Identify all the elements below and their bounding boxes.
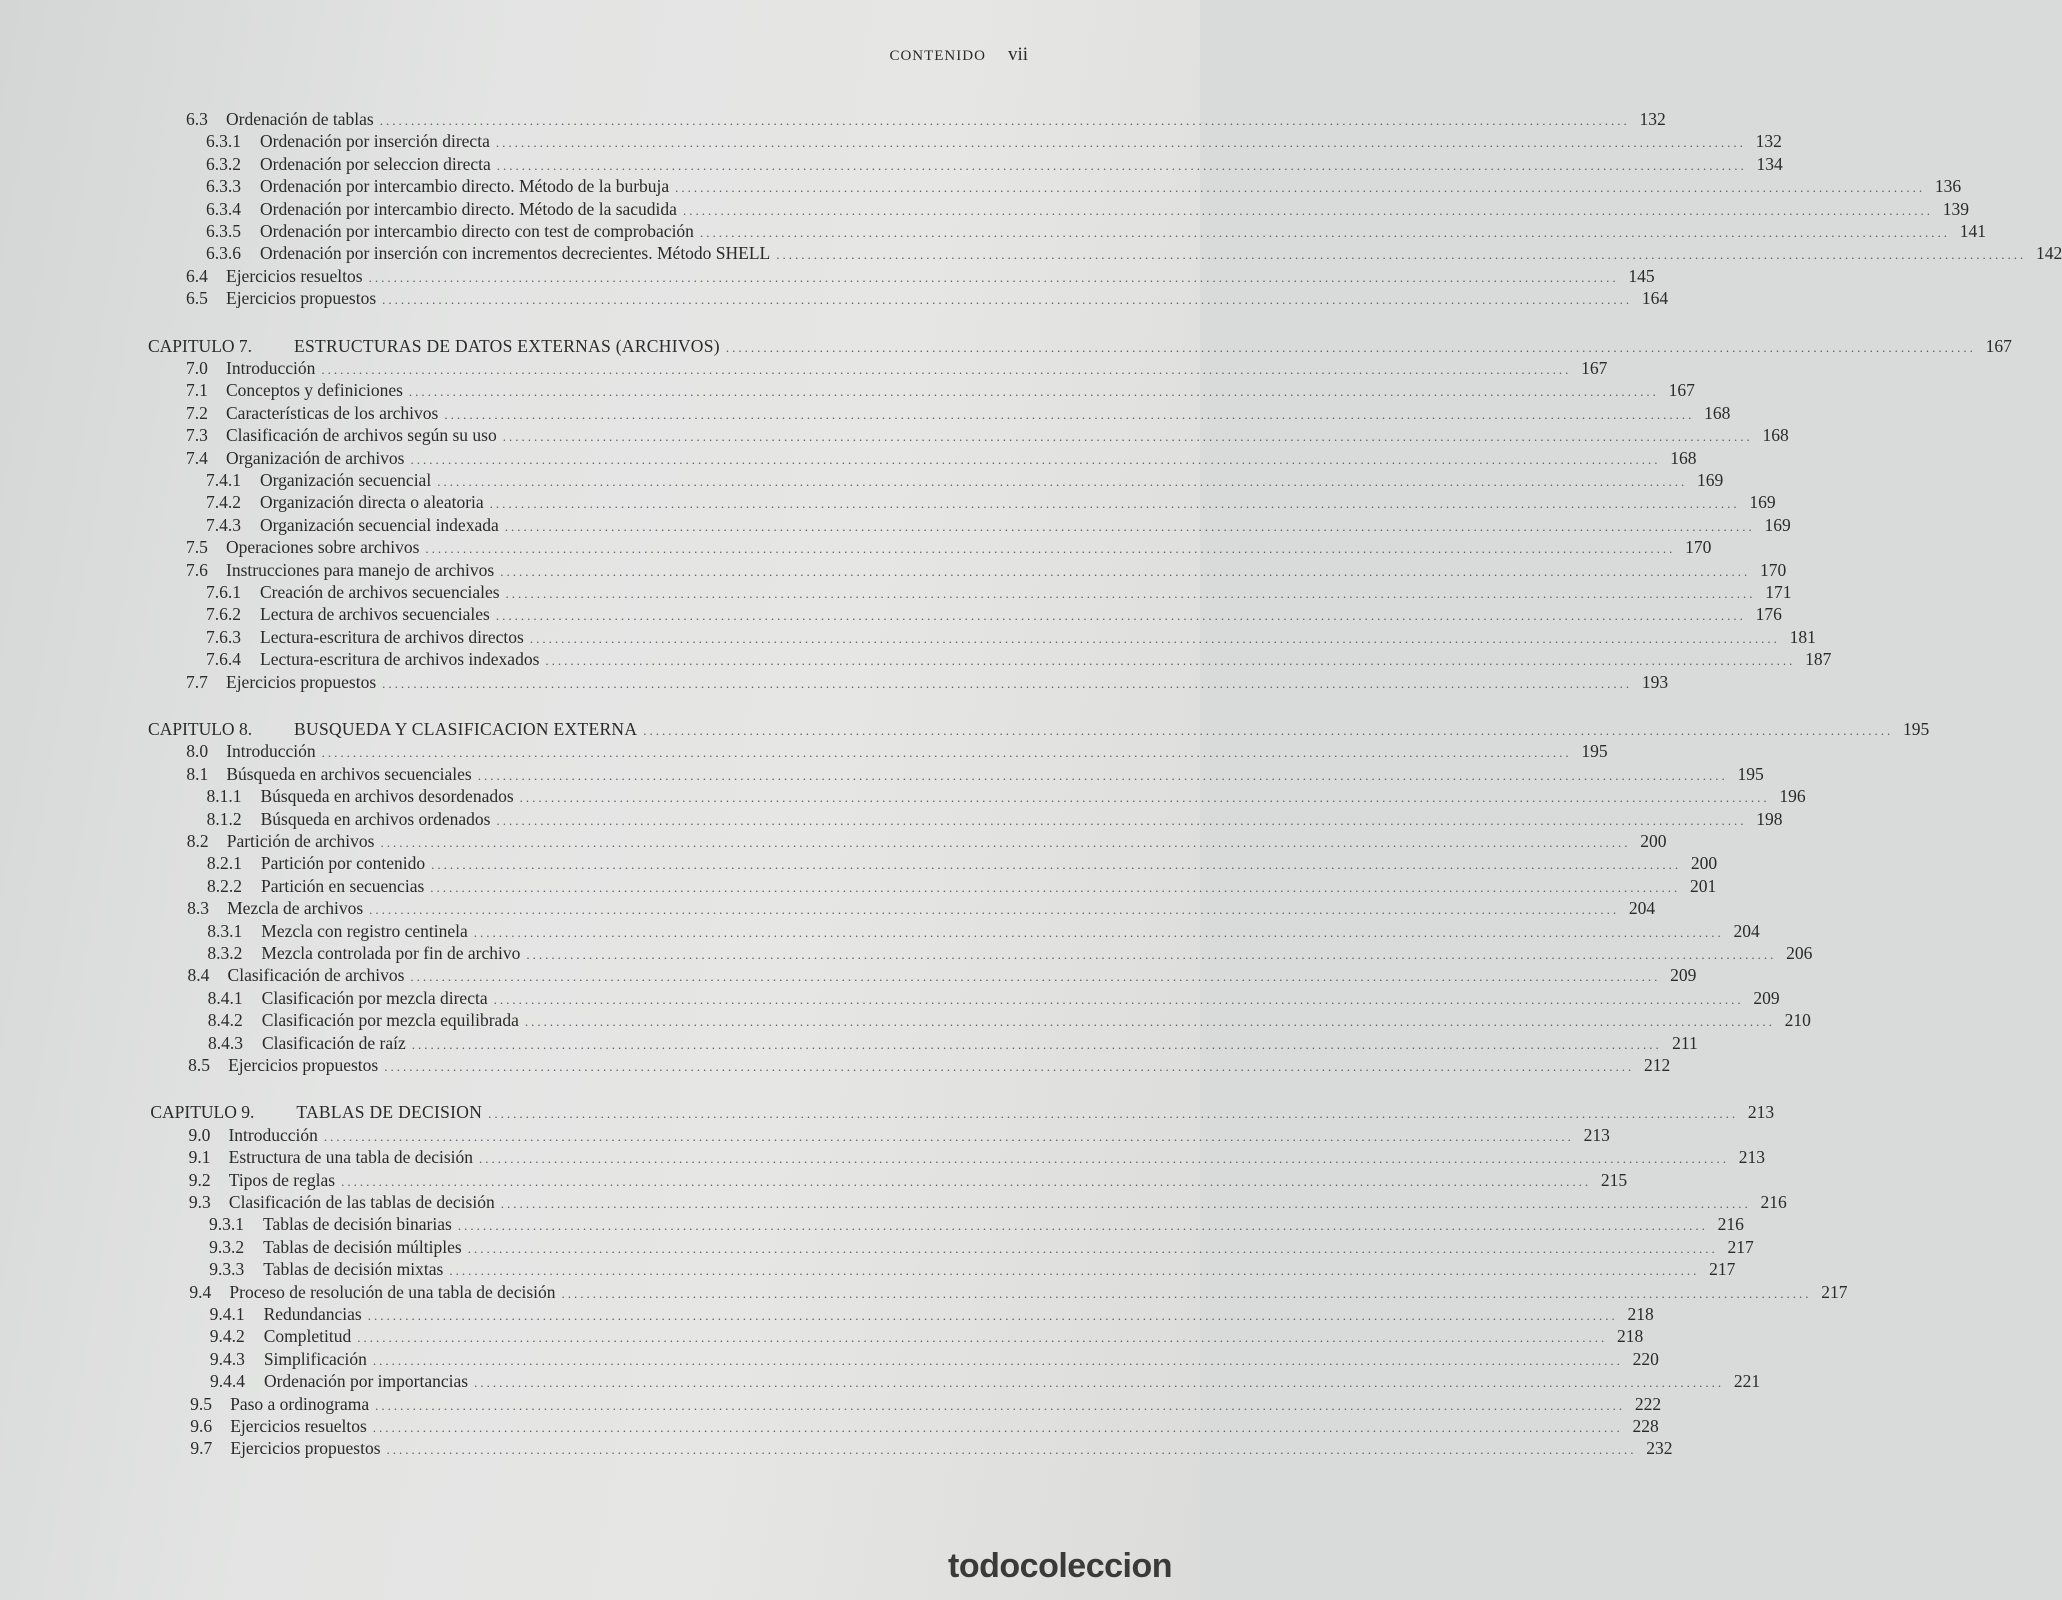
toc-page-number: 170 xyxy=(1759,559,1787,580)
toc-entry-label: Paso a ordinograma xyxy=(230,1393,370,1414)
dot-leader: ........................................................................................................................................................................................................ xyxy=(776,247,2027,263)
dot-leader: ........................................................................................................................................................................................................ xyxy=(384,1059,1635,1074)
toc-entry xyxy=(206,648,1832,672)
toc-entry xyxy=(206,175,1962,199)
toc-page-number: 132 xyxy=(1755,131,1782,152)
toc-entry-number: 8.1.1 xyxy=(206,786,242,807)
toc-page-number: 142 xyxy=(2036,243,2062,264)
toc-entry-label: Ejercicios propuestos xyxy=(226,671,377,692)
dot-leader: ........................................................................................................................................................................................................ xyxy=(473,924,1724,940)
toc-entry-number: 9.0 xyxy=(188,1124,211,1145)
toc-entry xyxy=(206,808,1783,832)
dot-leader: ........................................................................................................................................................................................................ xyxy=(496,157,1747,173)
toc-entry-number: 8.4.2 xyxy=(207,1010,243,1031)
dot-leader: ........................................................................................................................................................................................................ xyxy=(323,1128,1574,1144)
toc-chapter-heading xyxy=(150,1101,1775,1125)
toc-entry-label: Creación de archivos secuenciales xyxy=(260,582,500,602)
toc-page-number: 213 xyxy=(1583,1124,1610,1145)
toc-entry-number: 8.3.2 xyxy=(207,943,243,963)
toc-entry-label: Instrucciones para manejo de archivos xyxy=(226,559,495,580)
toc-entry-number: 7.7 xyxy=(186,671,208,692)
dot-leader: ........................................................................................................................................................................................................ xyxy=(321,745,1572,761)
toc-entry-label: Tablas de decisión múltiples xyxy=(263,1236,462,1257)
toc-entry xyxy=(209,1370,1761,1394)
toc-entry xyxy=(206,153,1783,177)
dot-leader: ........................................................................................................................................................................................................ xyxy=(380,835,1631,850)
toc-entry-number: 9.4.1 xyxy=(209,1304,245,1324)
dot-leader: ........................................................................................................................................................................................................ xyxy=(437,474,1688,489)
toc-entry-number: 7.6.1 xyxy=(206,582,241,602)
dot-leader: ........................................................................................................................................................................................................ xyxy=(479,1151,1730,1167)
toc-entry-number: 6.3.3 xyxy=(206,176,241,197)
toc-entry xyxy=(186,559,1787,583)
toc-page-number: 198 xyxy=(1756,808,1783,829)
toc-entry-label: Conceptos y definiciones xyxy=(226,380,403,401)
toc-entry-number: 8.1 xyxy=(186,763,209,784)
toc-entry-number: CAPITULO 7. xyxy=(148,335,253,356)
dot-leader: ........................................................................................................................................................................................................ xyxy=(675,180,1926,196)
dot-leader: ........................................................................................................................................................................................................ xyxy=(408,384,1659,400)
toc-entry xyxy=(190,1415,1659,1439)
toc-entry-label: Lectura de archivos secuenciales xyxy=(260,604,490,625)
toc-entry xyxy=(207,987,1780,1011)
toc-entry-label: Mezcla controlada por fin de archivo xyxy=(261,943,521,963)
toc-entry xyxy=(186,379,1695,403)
toc-entry-number: 9.4.4 xyxy=(209,1371,245,1392)
toc-entry xyxy=(186,740,1608,764)
toc-entry-label: TABLAS DE DECISION xyxy=(296,1102,483,1123)
toc-entry-label: Clasificación de archivos xyxy=(227,965,405,986)
toc-page-number: 200 xyxy=(1640,831,1667,851)
toc-entry-number: 6.4 xyxy=(186,265,208,286)
toc-chapter-heading xyxy=(148,718,1930,742)
toc-entry-label: Búsqueda en archivos desordenados xyxy=(260,786,514,807)
toc-entry-label: Ordenación por inserción con incrementos decrecientes. Método SHELL xyxy=(260,243,771,264)
toc-page-number: 167 xyxy=(1668,380,1695,401)
toc-entry-number: 7.4 xyxy=(186,447,208,468)
toc-entry-label: Ordenación por inserción directa xyxy=(260,131,490,152)
toc-entry xyxy=(186,287,1669,311)
toc-entry xyxy=(186,402,1731,426)
toc-entry-number: 8.4 xyxy=(187,965,210,986)
toc-entry-label: Redundancias xyxy=(263,1304,362,1324)
toc-entry xyxy=(188,1146,1766,1170)
dot-leader: ........................................................................................................................................................................................................ xyxy=(410,969,1661,985)
dot-leader: ........................................................................................................................................................................................................ xyxy=(545,653,1796,669)
toc-page-number: 196 xyxy=(1779,786,1806,807)
dot-leader: ........................................................................................................................................................................................................ xyxy=(682,202,1933,218)
toc-entry-label: Clasificación de archivos según su uso xyxy=(226,425,497,446)
toc-entry xyxy=(209,1258,1736,1282)
toc-entry xyxy=(206,626,1816,650)
toc-page-number: 187 xyxy=(1805,649,1832,670)
toc-entry-number: 8.5 xyxy=(188,1055,210,1075)
running-head-title: CONTENIDO xyxy=(889,48,986,64)
dot-leader: ........................................................................................................................................................................................................ xyxy=(430,879,1681,895)
dot-leader: ........................................................................................................................................................................................................ xyxy=(372,1352,1623,1368)
toc-entry-number: 9.4.2 xyxy=(209,1326,245,1347)
toc-entry-label: Ordenación por seleccion directa xyxy=(260,153,491,174)
toc-entry xyxy=(187,964,1697,988)
dot-leader: ........................................................................................................................................................................................................ xyxy=(425,541,1676,557)
dot-leader: ........................................................................................................................................................................................................ xyxy=(505,586,1756,601)
toc-entry-number: 8.2.2 xyxy=(207,875,242,896)
toc-entry-label: Lectura-escritura de archivos directos xyxy=(260,626,524,647)
toc-chapter-heading xyxy=(148,335,2012,359)
dot-leader: ........................................................................................................................................................................................................ xyxy=(504,518,1755,534)
toc-entry-number: 7.1 xyxy=(186,380,208,401)
dot-leader: ........................................................................................................................................................................................................ xyxy=(379,113,1630,128)
toc-entry-label: Partición de archivos xyxy=(226,831,375,851)
toc-entry-label: Clasificación por mezcla equilibrada xyxy=(261,1010,519,1031)
toc-entry-number: 8.0 xyxy=(186,741,209,762)
dot-leader: ........................................................................................................................................................................................................ xyxy=(410,451,1661,467)
toc-entry-number: 8.1.2 xyxy=(206,808,242,829)
toc-entry-label: Mezcla de archivos xyxy=(227,898,364,919)
toc-entry-label: Ordenación por intercambio directo. Método de la burbuja xyxy=(260,176,670,197)
toc-page-number: 210 xyxy=(1784,1010,1811,1031)
toc-entry-label: Mezcla con registro centinela xyxy=(261,920,468,941)
toc-entry-label: Clasificación por mezcla directa xyxy=(261,987,488,1008)
toc-page-number: 209 xyxy=(1670,965,1697,986)
watermark-logo: todocoleccion xyxy=(948,1547,1172,1585)
dot-leader: ........................................................................................................................................................................................................ xyxy=(357,1330,1608,1346)
dot-leader: ........................................................................................................................................................................................................ xyxy=(372,1420,1623,1435)
toc-entry-label: BUSQUEDA Y CLASIFICACION EXTERNA xyxy=(294,719,638,739)
toc-page-number: 164 xyxy=(1641,288,1669,309)
running-head xyxy=(889,44,1028,66)
toc-page-number: 221 xyxy=(1733,1371,1761,1392)
toc-entry xyxy=(206,198,1969,222)
toc-entry-number: 6.3.2 xyxy=(206,153,241,174)
dot-leader: ........................................................................................................................................................................................................ xyxy=(474,1375,1725,1391)
toc-page-number: 211 xyxy=(1672,1032,1698,1053)
toc-page-number: 218 xyxy=(1627,1304,1654,1324)
toc-entry-number: 7.0 xyxy=(186,358,208,378)
dot-leader: ........................................................................................................................................................................................................ xyxy=(489,496,1740,512)
toc-entry-number: 9.6 xyxy=(190,1416,213,1436)
toc-entry xyxy=(186,108,1666,132)
toc-entry-label: Estructura de una tabla de decisión xyxy=(228,1147,474,1168)
toc-entry-number: 9.3.2 xyxy=(209,1236,245,1257)
dot-leader: ........................................................................................................................................................................................................ xyxy=(382,675,1633,691)
dot-leader: ........................................................................................................................................................................................................ xyxy=(375,1397,1626,1413)
toc-page-number: 168 xyxy=(1670,447,1697,468)
toc-entry-number: 8.4.1 xyxy=(207,987,243,1008)
toc-entry-label: Clasificación de raíz xyxy=(261,1032,406,1053)
toc-entry-label: Introducción xyxy=(228,1124,318,1145)
toc-entry-number: 9.4.3 xyxy=(209,1348,245,1369)
dot-leader: ........................................................................................................................................................................................................ xyxy=(502,429,1753,445)
toc-entry-number: 6.3.1 xyxy=(206,131,241,152)
toc-entry-number: 8.3.1 xyxy=(207,920,243,941)
dot-leader: ........................................................................................................................................................................................................ xyxy=(495,135,1746,151)
toc-entry-label: Organización secuencial indexada xyxy=(260,514,499,535)
toc-page-number: 134 xyxy=(1756,153,1783,174)
dot-leader: ........................................................................................................................................................................................................ xyxy=(368,269,1619,285)
toc-entry-label: Lectura-escritura de archivos indexados xyxy=(260,649,540,670)
toc-page-number: 220 xyxy=(1632,1348,1659,1369)
toc-entry-number: 6.3.5 xyxy=(206,221,241,241)
toc-entry-number: 9.3.1 xyxy=(209,1214,245,1235)
toc-entry-number: 6.3.6 xyxy=(206,243,241,264)
dot-leader: ........................................................................................................................................................................................................ xyxy=(495,608,1746,624)
toc-page-number: 193 xyxy=(1641,671,1669,692)
toc-entry-label: Organización directa o aleatoria xyxy=(260,492,484,513)
toc-entry-number: CAPITULO 9. xyxy=(150,1102,255,1123)
toc-entry-number: 8.2.1 xyxy=(206,853,242,874)
dot-leader: ........................................................................................................................................................................................................ xyxy=(561,1285,1812,1301)
toc-entry-number: 7.4.3 xyxy=(206,514,241,535)
dot-leader: ........................................................................................................................................................................................................ xyxy=(431,857,1682,873)
toc-page-number: 139 xyxy=(1942,198,1969,219)
toc-page-number: 168 xyxy=(1762,425,1789,446)
toc-entry xyxy=(206,603,1782,627)
toc-page-number: 167 xyxy=(1985,335,2012,356)
dot-leader: ........................................................................................................................................................................................................ xyxy=(699,225,1950,240)
toc-entry-number: 8.3 xyxy=(187,898,209,919)
toc-page-number: 169 xyxy=(1764,514,1791,535)
toc-entry-number: 9.1 xyxy=(188,1147,211,1168)
dot-leader: ........................................................................................................................................................................................................ xyxy=(524,1014,1775,1030)
dot-leader: ........................................................................................................................................................................................................ xyxy=(477,767,1728,783)
toc-entry xyxy=(190,1437,1673,1461)
dot-leader: ........................................................................................................................................................................................................ xyxy=(529,630,1780,646)
toc-entry-number: 7.4.1 xyxy=(206,470,241,490)
toc-entry xyxy=(206,581,1792,605)
toc-entry-number: 9.2 xyxy=(188,1169,211,1190)
toc-entry-label: Operaciones sobre archivos xyxy=(226,537,420,558)
toc-entry xyxy=(186,357,1608,381)
toc-entry xyxy=(209,1325,1644,1349)
toc-entry-label: Ejercicios propuestos xyxy=(226,288,377,309)
toc-entry-label: Ordenación por intercambio directo con test de comprobación xyxy=(260,221,694,241)
toc-page-number: 217 xyxy=(1821,1281,1848,1302)
toc-page-number: 195 xyxy=(1737,763,1764,784)
toc-entry xyxy=(209,1348,1659,1372)
dot-leader: ........................................................................................................................................................................................................ xyxy=(725,339,1976,355)
toc-entry-number: 7.3 xyxy=(186,425,208,446)
toc-entry xyxy=(207,1032,1698,1056)
toc-entry xyxy=(186,265,1655,289)
toc-page-number: 171 xyxy=(1765,582,1792,602)
toc-page-number: 232 xyxy=(1646,1438,1673,1459)
toc-page-number: 222 xyxy=(1634,1393,1662,1414)
toc-page-number: 181 xyxy=(1789,626,1816,647)
toc-entry-label: Simplificación xyxy=(263,1348,367,1369)
dot-leader: ........................................................................................................................................................................................................ xyxy=(449,1263,1700,1279)
toc-entry-label: Partición en secuencias xyxy=(261,875,425,896)
toc-entry-number: 8.2 xyxy=(186,831,209,851)
toc-entry-label: Ordenación por intercambio directo. Método de la sacudida xyxy=(260,198,677,219)
toc-entry-number: 8.4.3 xyxy=(207,1032,243,1053)
toc-entry-number: 7.4.2 xyxy=(206,492,241,513)
toc-page-number: 217 xyxy=(1709,1259,1736,1280)
dot-leader: ........................................................................................................................................................................................................ xyxy=(321,362,1572,377)
toc-entry-label: Tipos de reglas xyxy=(228,1169,336,1190)
toc-entry-label: Tablas de decisión mixtas xyxy=(263,1259,444,1280)
toc-entry-number: CAPITULO 8. xyxy=(148,719,253,739)
dot-leader: ........................................................................................................................................................................................................ xyxy=(467,1240,1718,1256)
toc-entry-label: Ejercicios resueltos xyxy=(226,265,363,286)
toc-entry xyxy=(188,1191,1787,1215)
dot-leader: ........................................................................................................................................................................................................ xyxy=(493,991,1744,1007)
toc-entry-number: 9.4 xyxy=(189,1281,212,1302)
toc-entry-label: Organización secuencial xyxy=(260,470,432,490)
toc-page-number: 195 xyxy=(1903,719,1930,739)
dot-leader: ........................................................................................................................................................................................................ xyxy=(496,812,1747,828)
toc-entry-number: 9.5 xyxy=(190,1393,212,1414)
toc-entry xyxy=(206,242,2062,266)
dot-leader: ........................................................................................................................................................................................................ xyxy=(643,723,1894,738)
toc-entry xyxy=(186,536,1712,560)
toc-entry xyxy=(188,1169,1628,1193)
toc-entry xyxy=(206,491,1776,515)
dot-leader: ........................................................................................................................................................................................................ xyxy=(369,902,1620,918)
toc-entry xyxy=(188,1124,1610,1148)
toc-entry-number: 6.3 xyxy=(186,109,208,129)
toc-page-number: 201 xyxy=(1690,875,1717,896)
toc-page-number: 195 xyxy=(1581,741,1608,762)
toc-entry xyxy=(206,130,1782,154)
toc-page-number: 176 xyxy=(1755,604,1782,625)
toc-entry xyxy=(207,920,1760,944)
toc-entry xyxy=(209,1236,1754,1260)
toc-entry-label: Tablas de decisión binarias xyxy=(263,1214,452,1235)
toc-page-number: 212 xyxy=(1643,1055,1671,1075)
toc-page-number: 213 xyxy=(1738,1147,1766,1168)
toc-entry-label: Búsqueda en archivos ordenados xyxy=(260,808,491,829)
dot-leader: ........................................................................................................................................................................................................ xyxy=(367,1308,1618,1323)
toc-entry-label: Partición por contenido xyxy=(260,853,426,874)
toc-entry xyxy=(187,897,1656,921)
toc-entry-label: Ejercicios propuestos xyxy=(228,1055,379,1075)
toc-entry-number: 7.6.3 xyxy=(206,626,241,647)
toc-entry xyxy=(186,424,1789,448)
toc-entry xyxy=(206,514,1791,538)
toc-page-number: 141 xyxy=(1959,221,1986,241)
toc-entry xyxy=(206,852,1718,876)
dot-leader: ........................................................................................................................................................................................................ xyxy=(500,1196,1751,1211)
toc-page-number: 132 xyxy=(1639,109,1666,129)
toc-entry-label: Búsqueda en archivos secuenciales xyxy=(226,763,472,784)
toc-entry-label: Ejercicios resueltos xyxy=(230,1416,367,1436)
toc-entry xyxy=(207,1009,1811,1033)
toc-entry-number: 7.6 xyxy=(186,559,208,580)
toc-entry-number: 9.3.3 xyxy=(209,1259,245,1280)
toc-entry-label: Completitud xyxy=(263,1326,352,1347)
toc-page-number: 170 xyxy=(1685,537,1712,558)
toc-page-number: 145 xyxy=(1628,265,1655,286)
toc-entry xyxy=(206,469,1724,493)
toc-page-number: 217 xyxy=(1727,1236,1754,1257)
toc-entry-label: Ejercicios propuestos xyxy=(230,1438,381,1459)
toc-page-number: 216 xyxy=(1717,1214,1744,1235)
toc-page-number: 216 xyxy=(1760,1192,1787,1212)
toc-page-number: 204 xyxy=(1733,920,1760,941)
toc-entry-number: 7.6.4 xyxy=(206,649,241,670)
toc-entry-label: Introducción xyxy=(226,358,316,378)
toc-page-number: 200 xyxy=(1690,853,1718,874)
dot-leader: ........................................................................................................................................................................................................ xyxy=(457,1218,1708,1234)
toc-entry-number: 9.3 xyxy=(188,1192,211,1212)
toc-entry-label: Ordenación por importancias xyxy=(263,1371,469,1392)
dot-leader: ........................................................................................................................................................................................................ xyxy=(488,1106,1739,1122)
toc-entry-label: Introducción xyxy=(226,741,316,762)
toc-entry-number: 6.5 xyxy=(186,288,208,309)
toc-entry-label: Ordenación de tablas xyxy=(226,109,374,129)
toc-page-number: 169 xyxy=(1749,492,1776,513)
dot-leader: ........................................................................................................................................................................................................ xyxy=(341,1173,1592,1189)
toc-entry-label: ESTRUCTURAS DE DATOS EXTERNAS (ARCHIVOS) xyxy=(294,335,720,356)
toc-entry-label: Organización de archivos xyxy=(226,447,405,468)
dot-leader: ........................................................................................................................................................................................................ xyxy=(500,563,1751,579)
dot-leader: ........................................................................................................................................................................................................ xyxy=(386,1442,1637,1458)
dot-leader: ........................................................................................................................................................................................................ xyxy=(382,292,1633,308)
toc-entry-number: 6.3.4 xyxy=(206,198,241,219)
dot-leader: ........................................................................................................................................................................................................ xyxy=(411,1036,1662,1052)
toc-entry xyxy=(207,875,1717,899)
toc-entry xyxy=(209,1303,1654,1327)
toc-entry xyxy=(190,1393,1662,1417)
toc-page-number: 168 xyxy=(1704,402,1731,423)
toc-page-number: 167 xyxy=(1581,358,1608,378)
toc-entry xyxy=(189,1281,1848,1305)
toc-entry-number: 7.5 xyxy=(186,537,208,558)
toc-page-number: 218 xyxy=(1616,1326,1644,1347)
toc-entry-number: 7.6.2 xyxy=(206,604,241,625)
toc-page-number: 213 xyxy=(1747,1102,1775,1123)
toc-entry xyxy=(206,220,1986,244)
toc-page-number: 206 xyxy=(1786,943,1813,963)
toc-entry xyxy=(207,942,1813,966)
toc-entry xyxy=(186,447,1697,471)
toc-page-number: 215 xyxy=(1600,1169,1628,1190)
toc-entry-label: Proceso de resolución de una tabla de decisión xyxy=(229,1281,556,1302)
toc-entry xyxy=(186,763,1764,787)
toc-page-number: 209 xyxy=(1753,987,1780,1008)
dot-leader: ........................................................................................................................................................................................................ xyxy=(526,947,1777,962)
page-folio: vii xyxy=(1007,44,1028,65)
toc-entry xyxy=(188,1054,1671,1078)
toc-page-number: 169 xyxy=(1696,470,1724,490)
dot-leader: ........................................................................................................................................................................................................ xyxy=(444,406,1695,422)
toc-entry xyxy=(186,830,1667,854)
toc-page-number: 136 xyxy=(1934,176,1962,197)
toc-entry xyxy=(206,785,1806,809)
toc-entry xyxy=(186,671,1669,695)
toc-entry-number: 9.7 xyxy=(190,1438,213,1459)
toc-entry xyxy=(209,1213,1744,1237)
dot-leader: ........................................................................................................................................................................................................ xyxy=(519,790,1770,806)
toc-entry-label: Características de los archivos xyxy=(226,402,439,423)
toc-entry-label: Clasificación de las tablas de decisión xyxy=(228,1192,495,1212)
toc-entry-number: 7.2 xyxy=(186,402,208,423)
toc-page-number: 204 xyxy=(1628,898,1656,919)
toc-page-number: 228 xyxy=(1632,1416,1659,1436)
